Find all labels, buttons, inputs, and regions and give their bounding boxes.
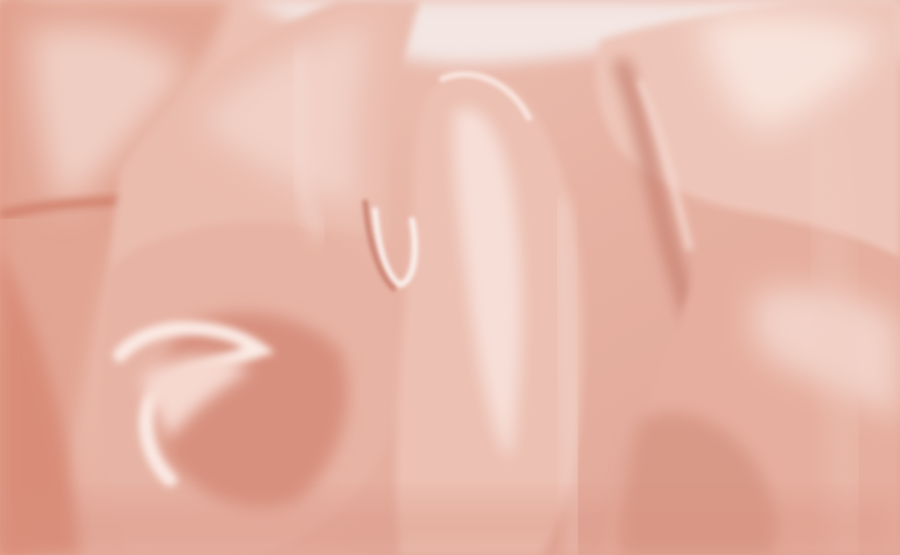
bottom-warm-shade [0,500,900,555]
